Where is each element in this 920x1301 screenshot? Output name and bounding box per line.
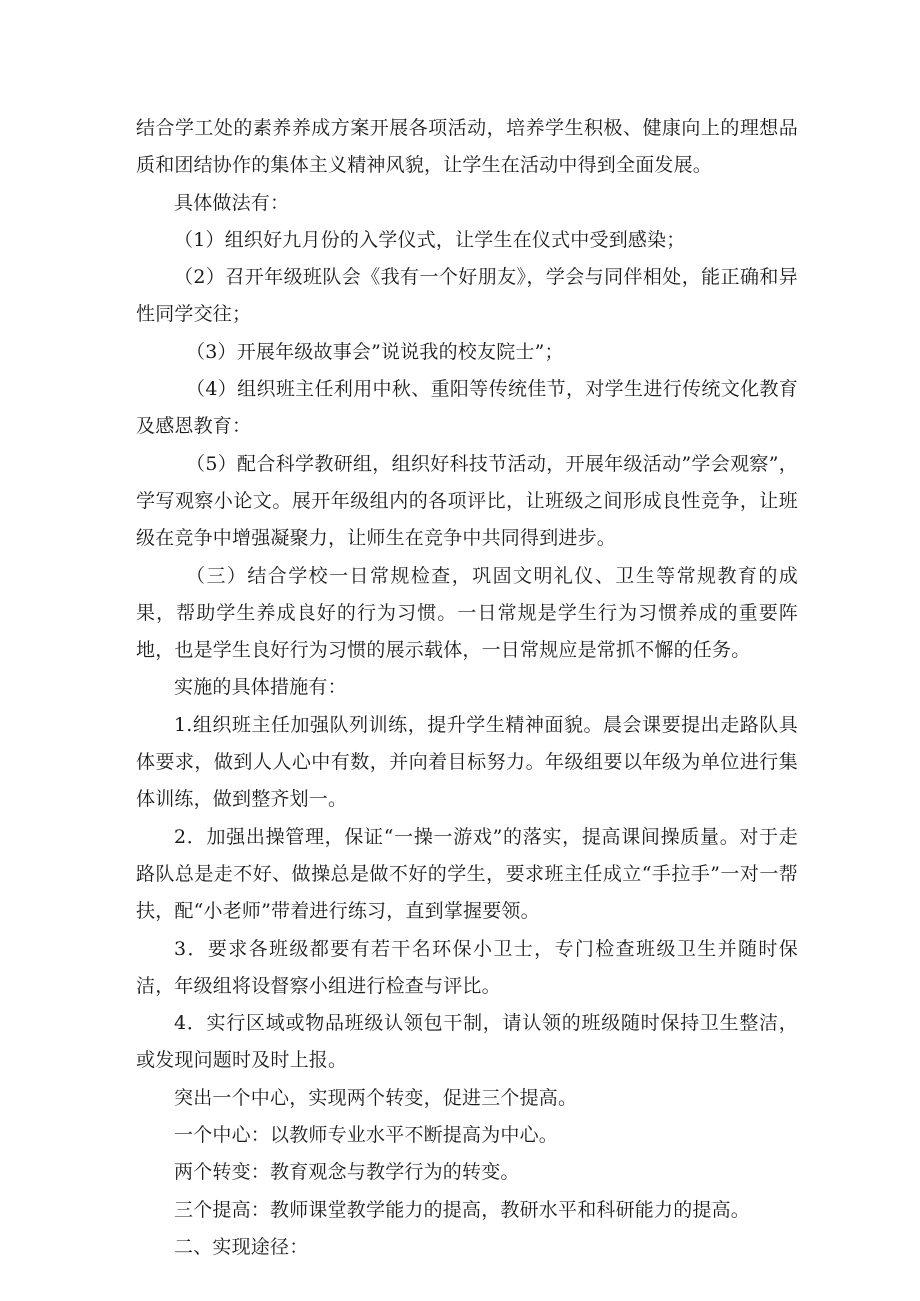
paragraph: 实施的具体措施有： xyxy=(174,676,347,699)
paragraph: 3．要求各班级都要有若干名环保小卫士，专门检查班级卫生并随时保洁，年级组将设督察小组进行检查与评比。 xyxy=(136,937,798,997)
paragraph: 4．实行区域或物品班级认领包干制，请认领的班级随时保持卫生整洁，或发现问题时及时上报。 xyxy=(136,1012,798,1072)
paragraph: 一个中心：以教师专业水平不断提高为中心。 xyxy=(174,1124,559,1147)
paragraph: 三个提高：教师课堂教学能力的提高，教研水平和科研能力的提高。 xyxy=(174,1198,751,1221)
paragraph: （1）组织好九月份的入学仪式，让学生在仪式中受到感染； xyxy=(174,228,686,251)
section-heading: 二、实现途径： xyxy=(174,1235,309,1258)
paragraph: 2．加强出操管理，保证“一操一游戏”的落实，提高课间操质量。对于走路队总是走不好、做操总是做不好的学生，要求班主任成立“手拉手”一对一帮扶，配“小老师”带着进行练习，直到掌握要领。 xyxy=(136,825,798,923)
paragraph: （2）召开年级班队会《我有一个好朋友》，学会与同伴相处，能正确和异性同学交往； xyxy=(136,266,798,326)
paragraph: （3）开展年级故事会”说说我的校友院士”； xyxy=(186,340,564,363)
paragraph: 两个转变：教育观念与教学行为的转变。 xyxy=(174,1161,520,1184)
paragraph: （三）结合学校一日常规检查，巩固文明礼仪、卫生等常规教育的成果，帮助学生养成良好的行为习惯。一日常规是学生行为习惯养成的重要阵地，也是学生良好行为习惯的展示载体，一日常规应是常抓不懈的任务。 xyxy=(136,564,798,662)
paragraph: （4）组织班主任利用中秋、重阳等传统佳节，对学生进行传统文化教育及感恩教育： xyxy=(136,378,798,438)
paragraph: 结合学工处的素养养成方案开展各项活动，培养学生积极、健康向上的理想品质和团结协作的集体主义精神风貌，让学生在活动中得到全面发展。 xyxy=(136,117,798,177)
paragraph: 1.组织班主任加强队列训练，提升学生精神面貌。晨会课要提出走路队具体要求，做到人人心中有数，并向着目标努力。年级组要以年级为单位进行集体训练，做到整齐划一。 xyxy=(136,713,798,811)
paragraph: 突出一个中心，实现两个转变，促进三个提高。 xyxy=(174,1086,578,1109)
document-body xyxy=(136,110,798,1266)
paragraph: （5）配合科学教研组，组织好科技节活动，开展年级活动”学会观察”，学写观察小论文。展开年级组内的各项评比，让班级之间形成良性竞争，让班级在竞争中增强凝聚力，让师生在竞争中共同得到进步。 xyxy=(136,452,798,550)
paragraph: 具体做法有： xyxy=(174,191,290,214)
